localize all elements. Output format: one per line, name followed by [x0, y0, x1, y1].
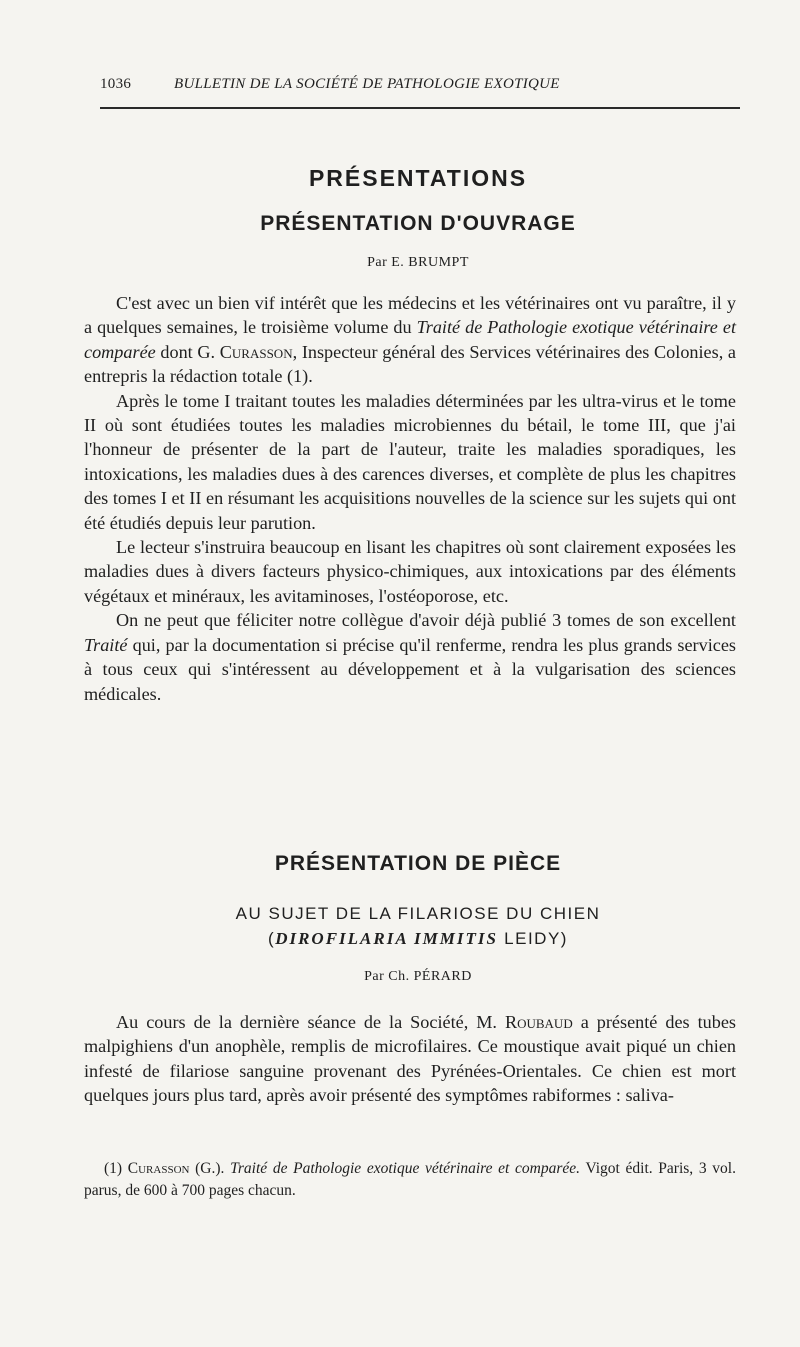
footnote-title: Traité de Pathologie exotique vétérinaire et comparée. — [230, 1160, 581, 1177]
piece-subject-line-2: (DIROFILARIA IMMITIS LEIDY) — [268, 929, 568, 948]
ouvrage-byline: Par E. BRUMPT — [367, 255, 469, 270]
ouvrage-body — [84, 291, 736, 706]
author-name: Curasson — [219, 341, 293, 362]
piece-byline: Par Ch. PÉRARD — [364, 969, 472, 984]
piece-title: PRÉSENTATION DE PIÈCE — [274, 852, 562, 875]
section-title: PRÉSENTATIONS — [308, 165, 528, 191]
author-name: Roubaud — [504, 1012, 573, 1032]
ouvrage-paragraph-3: Le lecteur s'instruira beaucoup en lisant les chapitres où sont clairement exposées les maladies dues à divers facteurs physico-chimiques, aux intoxications par des éléments végétaux et minéraux, les avitaminoses, l'ostéoporose, etc. — [84, 537, 736, 606]
footnote: (1) Curasson (G.). Traité de Pathologie exotique vétérinaire et comparée. Vigot édit. Paris, 3 vol. parus, de 600 à 700 pages chacun. — [84, 1160, 736, 1199]
ouvrage-paragraph-1: C'est avec un bien vif intérêt que les médecins et les vétérinaires ont vu paraître, il y a quelques semaines, le troisième volume du Traité de Pathologie exotique vétérinaire et comparée dont G. Curasson, Inspecteur général des Services vétérinaires des Colonies, a entrepris la rédaction totale (1). — [84, 293, 737, 387]
ouvrage-paragraph-2: Après le tome I traitant toutes les maladies déterminées par les ultra-virus et le tome II où sont étudiées toutes les maladies microbiennes du bétail, le tome III, que j'ai l'honneur de présenter de la part de l'auteur, traite les maladies sporadiques, les intoxications, les maladies dues à des carences diverses, et complète de plus les chapitres des tomes I et II en résumant les acquisitions nouvelles de la science sur les sujets qui ont été étudiés depuis leur parution. — [84, 390, 736, 533]
species-name: DIROFILARIA IMMITIS — [275, 929, 498, 948]
header-rule — [100, 107, 740, 109]
ouvrage-paragraph-4: On ne peut que féliciter notre collègue d'avoir déjà publié 3 tomes de son excellent Traité qui, par la documentation si précise qu'il renferme, rendra les plus grands services à tous ceux qui s'intéressent au développement et à la vulgarisation des sciences médicales. — [84, 610, 736, 704]
journal-title: BULLETIN DE LA SOCIÉTÉ DE PATHOLOGIE EXOTIQUE — [174, 76, 560, 92]
book-title-short: Traité — [84, 634, 128, 655]
book-title: Traité de Pathologie exotique vétérinaire et comparée — [84, 317, 737, 362]
piece-paragraph-1: Au cours de la dernière séance de la Société, M. Roubaud a présenté des tubes malpighiens d'un anophèle, remplis de microfilaires. Ce moustique avait piqué un chien infesté de filariose sanguine provenant des Pyrénées-Orientales. Ce chien est mort quelques jours plus tard, après avoir présenté des symptômes rabiformes : saliva- — [84, 1012, 736, 1106]
page-number: 1036 — [100, 76, 132, 92]
piece-body — [84, 1010, 736, 1108]
footnote-author: Curasson — [127, 1160, 190, 1177]
piece-subject-line-1: AU SUJET DE LA FILARIOSE DU CHIEN — [235, 904, 601, 923]
ouvrage-title: PRÉSENTATION D'OUVRAGE — [260, 212, 576, 235]
